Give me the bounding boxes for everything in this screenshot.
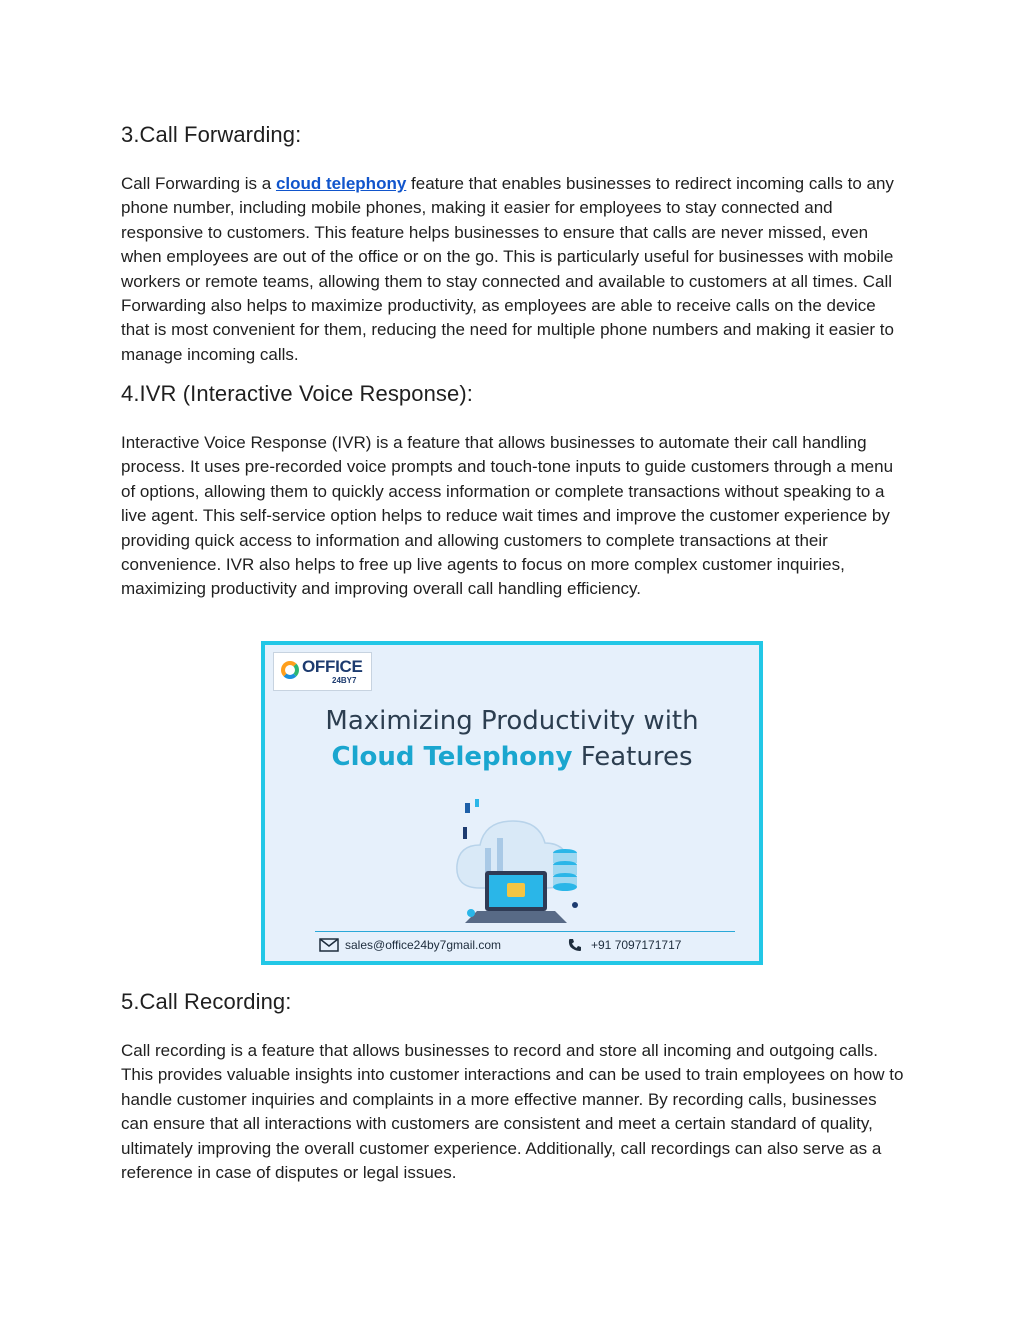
section-body (121, 172, 906, 367)
section-heading: 5.Call Recording: (121, 989, 292, 1014)
section-heading: 3.Call Forwarding: (121, 122, 302, 147)
banner-image (261, 641, 763, 965)
section-call-recording (121, 988, 906, 1185)
banner-title-line1: Maximizing Productivity with (325, 706, 699, 736)
section-heading: 4.IVR (Interactive Voice Response): (121, 381, 473, 406)
section-ivr (121, 380, 906, 602)
section-call-forwarding (121, 121, 906, 367)
banner-email: sales@office24by7gmail.com (345, 938, 502, 952)
cloud-telephony-link[interactable]: cloud telephony (275, 174, 407, 193)
office24by7-logo (273, 652, 372, 691)
section-body: Call recording is a feature that allows businesses to record and store all incoming and outgoing calls. This provides valuable insights into customer interactions and can be used to train employees on how to handle customer inquiries and complaints in a more effective manner. By recording calls, businesses can ensure that all interactions with customers are consistent and meet a certain standard of quality, ultimately improving the overall customer experience. Additionally, call recordings can also serve as a reference in case of disputes or legal issues. (121, 1041, 904, 1183)
logo-subtext: 24BY7 (332, 676, 357, 685)
banner-divider (315, 931, 735, 932)
banner-title-highlight: Cloud Telephony (331, 742, 573, 772)
phone-icon (567, 937, 583, 953)
banner-title-line2 (265, 741, 759, 773)
body-text-before-link: Call Forwarding is a (121, 174, 276, 193)
body-text-after-link: feature that enables businesses to redirect incoming calls to any phone number, including mobile phones, making it easier for employees to stay connected and responsive to customers. This feature helps businesses to ensure that calls are never missed, even when employees are out of the office or on the go. This is particularly useful for businesses with mobile workers or remote teams, allowing them to stay connected and available to customers at all times. Call Forwarding also helps to maximize productivity, as employees are able to receive calls on the device that is most convenient for them, reducing the need for multiple phone numbers and making it easier to manage incoming calls. (121, 174, 894, 364)
mail-icon (319, 938, 339, 952)
logo-text: OFFICE (302, 657, 363, 676)
cloud-laptop-illustration (435, 793, 595, 933)
banner-title-rest: Features (572, 742, 693, 772)
section-body: Interactive Voice Response (IVR) is a feature that allows businesses to automate their call handling process. It uses pre-recorded voice prompts and touch-tone inputs to guide customers through a menu of options, allowing them to quickly access information or complete transactions without speaking to a live agent. This self-service option helps to reduce wait times and improve the customer experience by providing quick access to information and allowing customers to complete transactions at their convenience. IVR also helps to free up live agents to focus on more complex customer inquiries, maximizing productivity and improving overall call handling efficiency. (121, 433, 894, 599)
banner-phone: +91 7097171717 (591, 938, 682, 952)
logo-q-icon (281, 661, 299, 679)
